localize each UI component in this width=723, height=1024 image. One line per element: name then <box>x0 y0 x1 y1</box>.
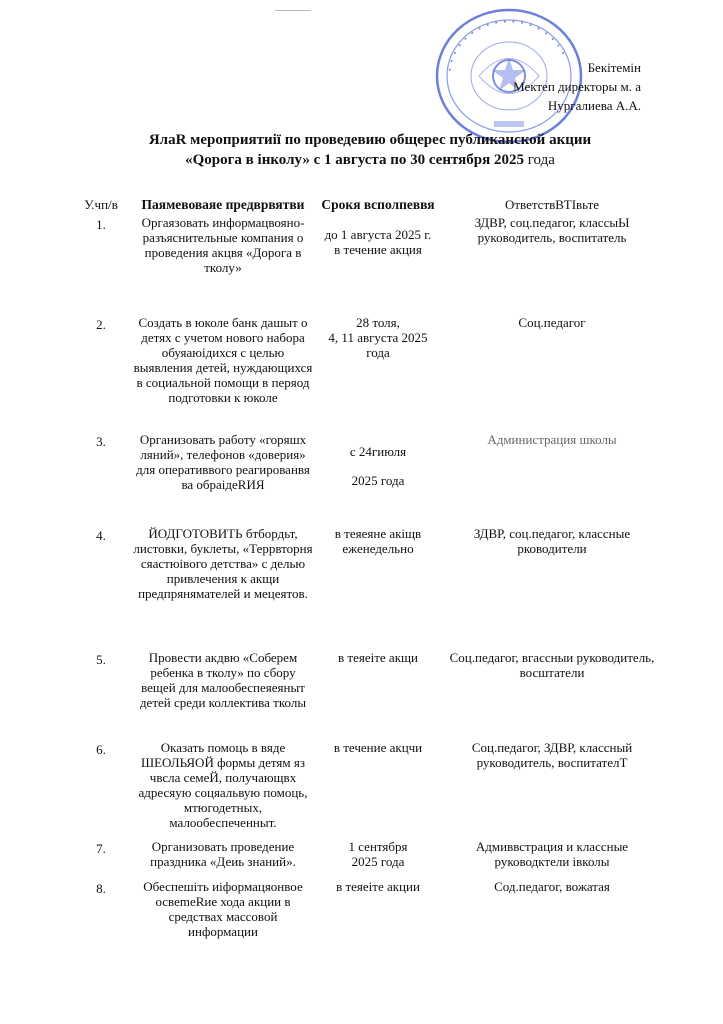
row-deadline-a: в течение акцчи <box>333 740 423 755</box>
row-event: Организовать проведение праздника «Деиь знаний». <box>150 839 296 869</box>
row-number: 5. <box>96 652 106 667</box>
row-event: Организовать работу «горяшх ляний», телефонов «доверия» для оперативвого реагированвя ва обраідеRИЯ <box>136 432 310 492</box>
row-deadline-a: до 1 августа 2025 г. <box>324 227 432 242</box>
row-number: 7. <box>96 841 106 856</box>
row-deadline-a: 1 сентября <box>348 839 408 854</box>
row-responsible: ЗДВР, соц.педагог, классные рководители <box>473 526 631 556</box>
table-row <box>72 432 664 526</box>
row-responsible: Администрация школы <box>487 432 617 447</box>
row-deadline-a: в теяеіте акщи <box>338 650 418 665</box>
header-responsible: ОтветствВТIвьте <box>504 197 600 212</box>
row-number: 4. <box>96 528 106 543</box>
row-responsible: ЗДВР, соц.педагог, классыЫ руководитель, воспитатель <box>474 215 630 245</box>
row-responsible: Соц.педагог, ЗДВР, классный руководитель, воспитателТ <box>471 740 633 770</box>
row-event: Создать в юколе банк дашыт о детях с учетом нового набора обуяаюідихся с целью выявления детей, нуждающихся в социальной помощи в перяод подготовки к юколе <box>133 315 313 405</box>
row-deadline <box>316 526 440 650</box>
row-deadline <box>316 215 440 315</box>
header-deadline: Срокя вcполпеввя <box>321 197 435 212</box>
row-event: Оргаязовать информацвоянo-разъяснительные компания о проведения акцвя «Дорога в тколу» <box>141 215 305 275</box>
approval-line-1: Бекітемін <box>587 60 641 75</box>
row-deadline <box>316 879 440 941</box>
row-number: 1. <box>96 217 106 232</box>
row-deadline-a: в теяеяне акіщв <box>334 526 422 541</box>
title-line-1: ЯлаR мероприятиії по проведевию общерес публиканской акции <box>148 132 592 148</box>
top-divider <box>275 10 311 11</box>
row-number: 2. <box>96 317 106 332</box>
row-responsible: Соц.педагог <box>518 315 586 330</box>
table-row <box>72 839 664 879</box>
header-event: Паямевоваяе предврвятви <box>141 197 305 212</box>
approval-line-3: Нургалиева А.А. <box>547 98 641 113</box>
row-event: Провести акдвю «Соберем ребенка в тколу» по сбору вещей для малообеспеяеяныт детей среди коллектива тколы <box>139 650 307 710</box>
row-deadline <box>316 650 440 740</box>
row-deadline-b: еженедельно <box>342 541 414 556</box>
row-deadline <box>316 839 440 879</box>
title-line-2-tail: года <box>527 152 555 168</box>
row-number: 6. <box>96 742 106 757</box>
row-deadline-b: 4, 11 августа 2025 года <box>328 330 428 360</box>
table-row <box>72 650 664 740</box>
row-deadline-b: 2025 года <box>351 854 405 869</box>
row-deadline-b: в течение акция <box>334 242 422 257</box>
table-row <box>72 879 664 941</box>
approval-block <box>513 58 641 115</box>
svg-text:• • • • • • • • • • • • • • •: • • • • • • • • • • • • • • • • • • <box>446 17 568 73</box>
row-deadline <box>316 740 440 839</box>
row-number: 3. <box>96 434 106 449</box>
table-row <box>72 215 664 315</box>
title-line-2-main: «Qорога в інколу» с 1 августа по 30 сентября 2025 <box>185 152 524 168</box>
table-header-row <box>72 194 664 215</box>
row-responsible: Адмиввстрация и классные руководктели івколы <box>475 839 629 869</box>
row-event: ЙОДГОТОВИТЬ бтбордьт, листовки, буклеты, «Террвторня сяастюiвого детства» с делью привлечения к акщи предпрянямателей и мецеятов. <box>133 526 313 601</box>
row-responsible: Соц.педагог, вгассныи руководитель, восштатели <box>449 650 655 680</box>
row-deadline <box>316 432 440 526</box>
table-row <box>72 315 664 432</box>
row-deadline-a: в теяеіте акции <box>336 879 420 894</box>
events-table <box>72 194 664 941</box>
table-row <box>72 740 664 839</box>
row-responsible: Сод.педагог, вожатая <box>494 879 610 894</box>
row-deadline <box>316 315 440 432</box>
row-number: 8. <box>96 881 106 896</box>
row-deadline-b: 2025 годa <box>351 473 405 488</box>
document-title <box>60 130 680 170</box>
title-line-2 <box>60 150 680 170</box>
row-deadline-a: с 24гиюля <box>349 444 407 459</box>
table-row <box>72 526 664 650</box>
row-deadline-a: 28 толя, <box>356 315 400 330</box>
header-number: У.чп/в <box>84 197 118 212</box>
row-event: Обеспешіть иiформацяонвое освеmeRие хода акции в средствах массовой информации <box>143 879 303 939</box>
approval-line-2: Мектеп директоры м. а <box>513 79 641 94</box>
row-event: Оказать помоць в вяде ШЕОЛЬЯОЙ формы детям яз чвсла семеЙ, получающвх адресяую соцяальвую помоць, мтюгодетных, малообеспеченныт. <box>138 740 308 830</box>
